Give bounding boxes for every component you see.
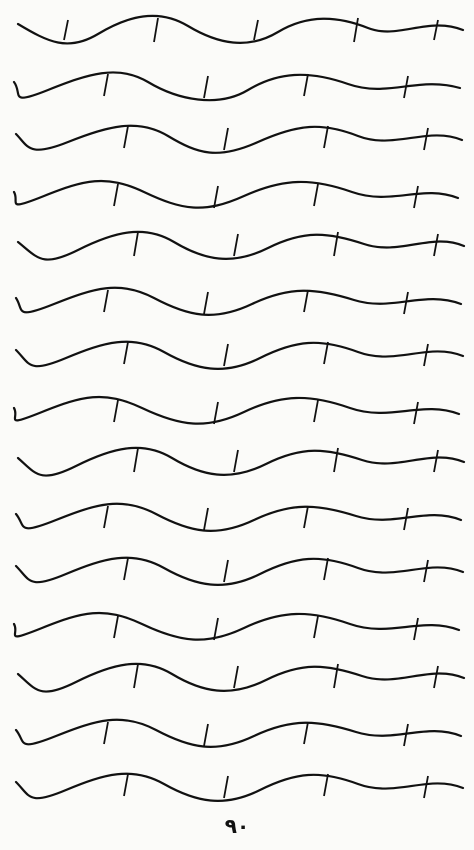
handwriting-line-12	[8, 600, 466, 654]
handwriting-line-3	[8, 114, 466, 168]
page-number: ۹۰	[224, 814, 250, 838]
handwriting-line-5	[8, 222, 466, 276]
text-line-13	[8, 654, 466, 708]
handwriting-line-8	[8, 384, 466, 438]
handwriting-line-13	[8, 654, 466, 708]
text-line-3	[8, 114, 466, 168]
text-line-8	[8, 384, 466, 438]
handwriting-line-6	[8, 276, 466, 330]
handwriting-line-2	[8, 60, 466, 114]
text-line-12	[8, 600, 466, 654]
text-line-4	[8, 168, 466, 222]
handwritten-text-block	[8, 6, 466, 818]
text-line-9	[8, 438, 466, 492]
text-line-6	[8, 276, 466, 330]
handwriting-line-14	[8, 708, 466, 762]
text-line-14	[8, 708, 466, 762]
text-line-1	[8, 6, 466, 60]
handwriting-line-7	[8, 330, 466, 384]
handwriting-line-4	[8, 168, 466, 222]
handwriting-line-1	[8, 6, 466, 60]
handwriting-line-10	[8, 492, 466, 546]
text-line-5	[8, 222, 466, 276]
text-line-11	[8, 546, 466, 600]
handwriting-line-9	[8, 438, 466, 492]
handwriting-line-11	[8, 546, 466, 600]
text-line-7	[8, 330, 466, 384]
text-line-10	[8, 492, 466, 546]
handwriting-line-15	[8, 762, 466, 816]
text-line-15	[8, 762, 466, 816]
text-line-2	[8, 60, 466, 114]
